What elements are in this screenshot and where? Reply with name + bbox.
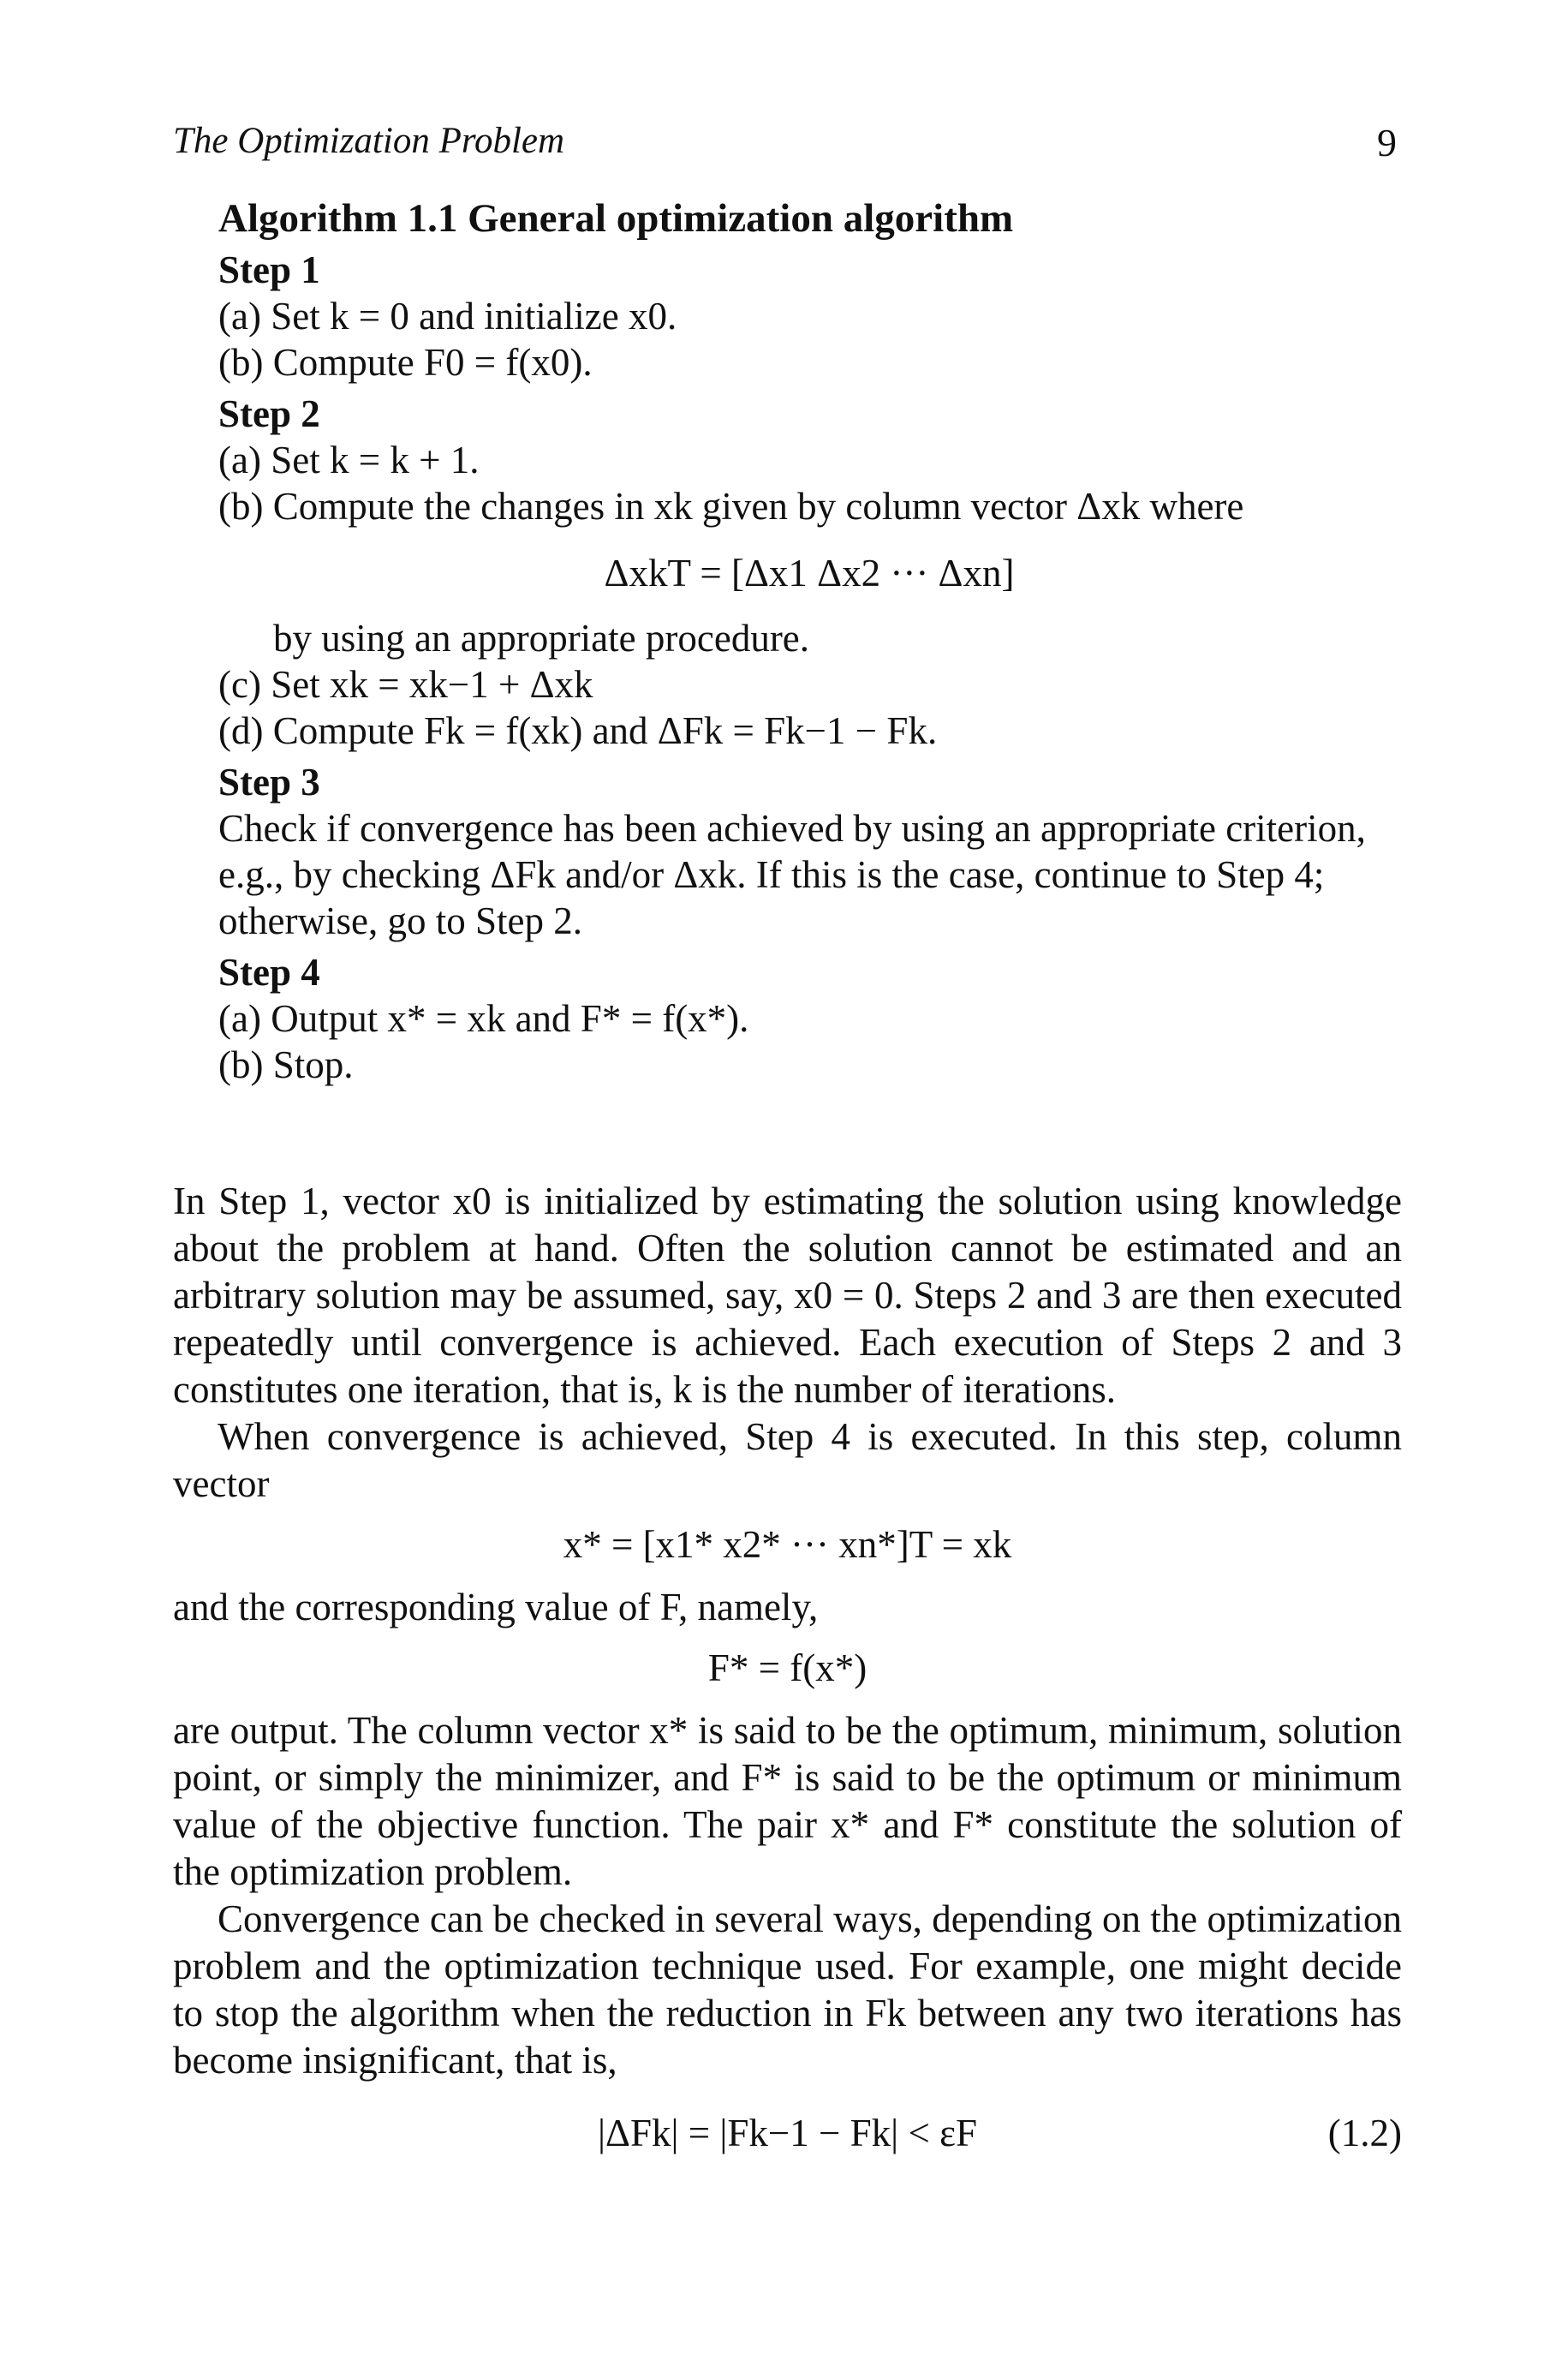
step-3-text: Check if convergence has been achieved by using an appropriate criterion, e.g., by checking ΔFk and/or Δxk. If this is the case, continue to Step 4; otherwise, go to Step 2. — [218, 807, 1366, 942]
step-2-d: (d) Compute Fk = f(xk) and ΔFk = Fk−1 − Fk. — [218, 709, 938, 752]
xstar-equation: x* = [x1* x2* ··· xn*]T = xk — [563, 1523, 1012, 1566]
equation-number: (1.2) — [1327, 2112, 1402, 2154]
step-1-label: Step 1 — [218, 248, 320, 291]
running-title: The Optimization Problem — [173, 121, 565, 161]
step-4-label: Step 4 — [218, 951, 320, 994]
step-4-a: (a) Output x* = xk and F* = f(x*). — [218, 997, 749, 1040]
paragraph-3: Convergence can be checked in several ways, depending on the optimization problem and the optimization technique used. For example, one might decide to stop the algorithm when the reduction in Fk between any two iterations has become insignificant, that is, — [173, 1897, 1402, 2082]
algorithm-block — [218, 195, 1400, 1088]
page-header — [173, 120, 1397, 171]
step-4-b: (b) Stop. — [218, 1043, 354, 1086]
body-text — [173, 1178, 1402, 2157]
step-2-a: (a) Set k = k + 1. — [218, 439, 480, 481]
delta-x-equation: ΔxkT = [Δx1 Δx2 ··· Δxn] — [604, 552, 1015, 594]
paragraph-2-mid: and the corresponding value of F, namely, — [173, 1586, 819, 1628]
paragraph-2-end: are output. The column vector x* is said to be the optimum, minimum, solution point, or simply the minimizer, and F* is said to be the optimum or minimum value of the objective function. The pair x* and F* constitute the solution of the optimization problem. — [173, 1709, 1402, 1893]
paragraph-2-intro: When convergence is achieved, Step 4 is executed. In this step, column vector — [173, 1415, 1402, 1505]
paragraph-1: In Step 1, vector x0 is initialized by estimating the solution using knowledge about the problem at hand. Often the solution cannot be estimated and an arbitrary solution may be assumed, say, x0 = 0. Steps 2 and 3 are then executed repeatedly until convergence is achieved. Each execution of Steps 2 and 3 constitutes one iteration, that is, k is the number of iterations. — [173, 1180, 1402, 1411]
step-3-label: Step 3 — [218, 761, 320, 804]
step-2-c: (c) Set xk = xk−1 + Δxk — [218, 663, 593, 706]
step-1-b: (b) Compute F0 = f(x0). — [218, 341, 593, 384]
step-2-label: Step 2 — [218, 392, 320, 435]
equation-1-2-body: |ΔFk| = |Fk−1 − Fk| < εF — [598, 2112, 977, 2154]
step-2-b: (b) Compute the changes in xk given by column vector Δxk where — [218, 485, 1244, 528]
step-1-a: (a) Set k = 0 and initialize x0. — [218, 295, 677, 338]
algorithm-title: Algorithm 1.1 General optimization algorithm — [218, 196, 1014, 241]
equation-1-2 — [173, 2110, 1402, 2157]
step-2-b-continuation: by using an appropriate procedure. — [273, 617, 810, 660]
fstar-equation: F* = f(x*) — [707, 1646, 867, 1689]
page-number: 9 — [1377, 121, 1397, 164]
